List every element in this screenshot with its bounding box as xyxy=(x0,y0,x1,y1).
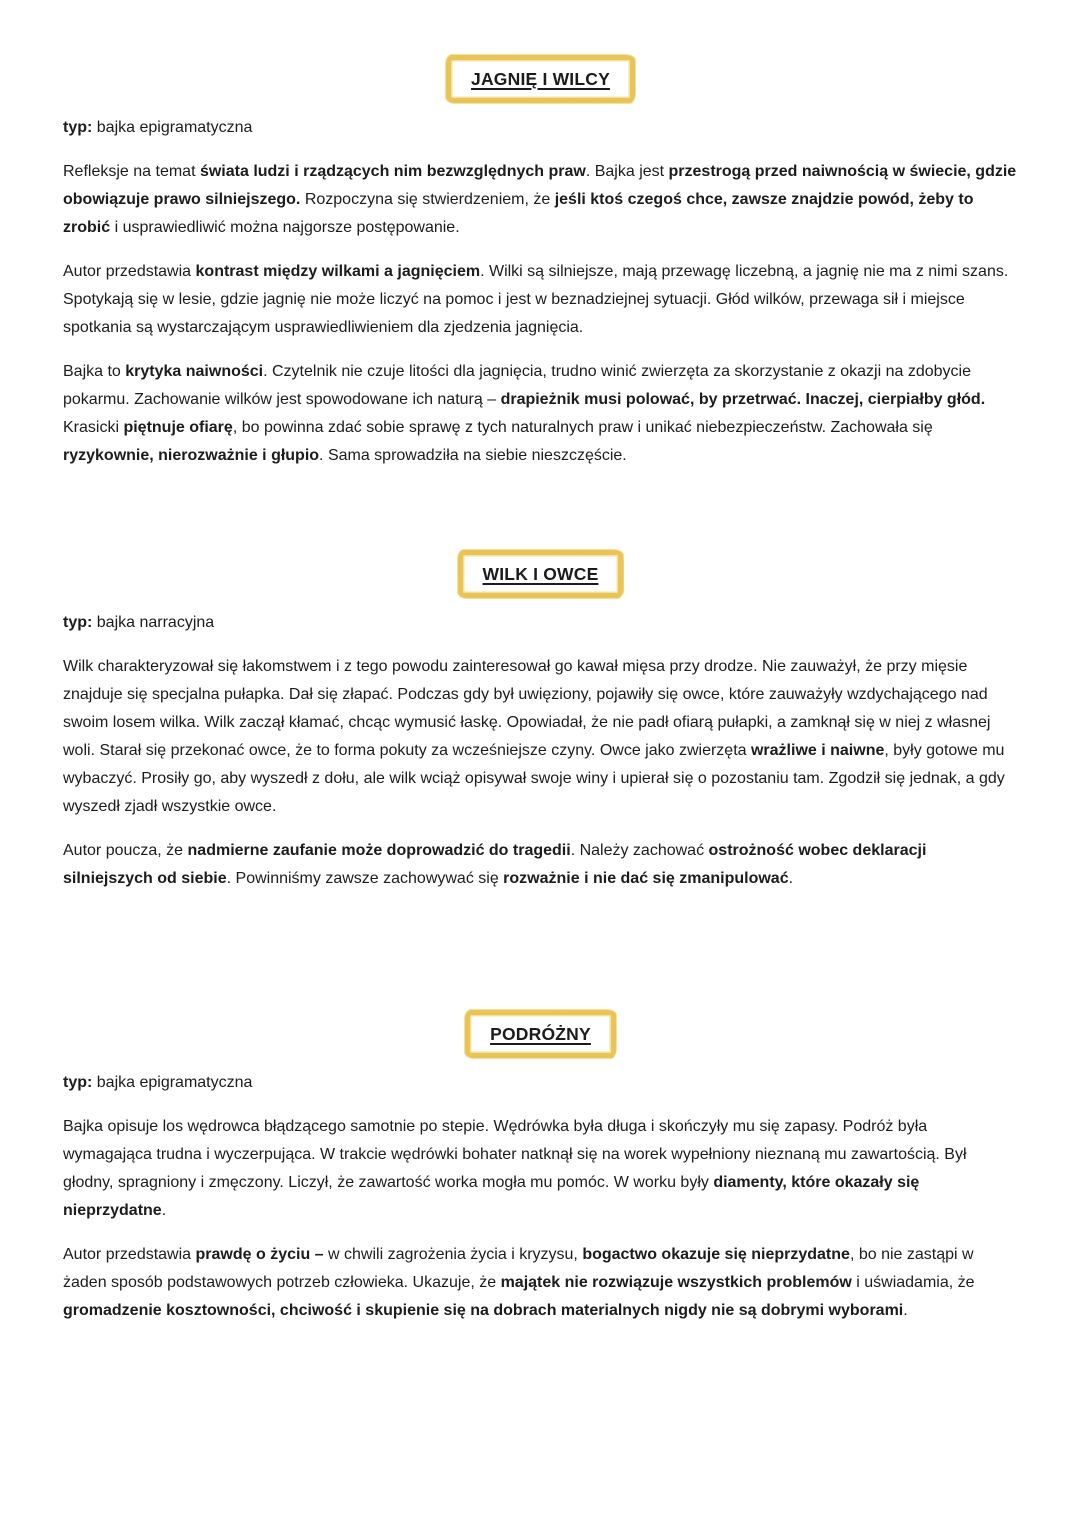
paragraph xyxy=(63,1113,1018,1225)
paragraph xyxy=(63,158,1018,242)
text-run: . Czytelnik nie czuje litości dla jagnięcia, trudno winić zwierzęta za skorzystanie z okazji na zdobycie pokarmu. Zachowanie wilków jest spowodowane ich naturą – xyxy=(63,363,971,408)
type-label: typ: xyxy=(63,119,93,136)
section-title-box xyxy=(465,1010,616,1058)
type-value: bajka epigramatyczna xyxy=(92,119,253,136)
type-line xyxy=(63,114,1018,142)
bold-run: diamenty, które okazały się nieprzydatne xyxy=(63,1174,920,1219)
bold-run: gromadzenie kosztowności, chciwość i skupienie się na dobrach materialnych nigdy nie są dobrymi wyborami xyxy=(63,1302,904,1319)
type-line xyxy=(63,1069,1018,1097)
type-value: bajka narracyjna xyxy=(92,614,215,631)
bold-run: wrażliwe i naiwne xyxy=(750,742,885,759)
bold-run: prawdę o życiu – xyxy=(195,1246,324,1263)
bold-run: jeśli ktoś czegoś chce, zawsze znajdzie powód, żeby to zrobić xyxy=(63,191,974,236)
paragraph xyxy=(63,653,1018,821)
text-run: Bajka opisuje los wędrowca błądzącego samotnie po stepie. Wędrówka była długa i skończyły mu się zapasy. Podróż była wymagająca trudna i wyczerpująca. W trakcie wędrówki bohater natknął się na worek wypełniony nieznaną mu zawartością. Był głodny, spragniony i zmęczony. Liczył, że zawartość worka mogła mu pomóc. W worku były xyxy=(63,1118,967,1191)
text-run: i usprawiedliwić można najgorsze postępowanie. xyxy=(110,219,460,236)
fable-section-jagnie-i-wilcy xyxy=(63,55,1018,470)
bold-run: krytyka naiwności xyxy=(125,363,264,380)
text-run: Autor przedstawia xyxy=(63,263,196,280)
text-run: i uświadamia, że xyxy=(851,1274,975,1291)
bold-run: kontrast między wilkami a jagnięciem xyxy=(195,263,481,280)
text-run: Refleksje na temat xyxy=(63,163,200,180)
type-label: typ: xyxy=(63,614,93,631)
type-line xyxy=(63,609,1018,637)
bold-run: bogactwo okazuje się nieprzydatne xyxy=(582,1246,850,1263)
text-run: Bajka to xyxy=(63,363,126,380)
bold-run: ostrożność wobec deklaracji silniejszych od siebie xyxy=(63,842,927,887)
text-run: . Bajka jest xyxy=(585,163,669,180)
bold-run: piętnuje ofiarę xyxy=(123,419,233,436)
section-title-box xyxy=(446,55,635,103)
section-title: JAGNIĘ I WILCY xyxy=(471,69,610,89)
bold-run: przestrogą przed naiwnością w świecie, gdzie obowiązuje prawo silniejszego. xyxy=(63,163,1017,208)
section-title-row xyxy=(63,55,1018,103)
text-run: Autor poucza, że xyxy=(63,842,188,859)
bold-run: ryzykownie, nierozważnie i głupio xyxy=(63,447,320,464)
bold-run: świata ludzi i rządzących nim bezwzględnych praw xyxy=(199,163,586,180)
bold-run: majątek nie rozwiązuje wszystkich problemów xyxy=(500,1274,852,1291)
section-title: WILK I OWCE xyxy=(482,564,599,584)
text-run: , bo nie zastąpi w żaden sposób podstawowych potrzeb człowieka. Ukazuje, że xyxy=(63,1246,974,1291)
text-run: Krasicki xyxy=(63,419,124,436)
text-run: , były gotowe mu wybaczyć. Prosiły go, aby wyszedł z dołu, ale wilk wciąż opisywał swoje winy i upierał się o pozostaniu tam. Zgodził się jednak, a gdy wyszedł zjadł wszystkie owce. xyxy=(63,742,1005,815)
fable-section-wilk-i-owce xyxy=(63,550,1018,893)
bold-run: nadmierne zaufanie może doprowadzić do tragedii xyxy=(187,842,571,859)
paragraph xyxy=(63,358,1018,470)
type-value: bajka epigramatyczna xyxy=(92,1074,253,1091)
section-title: PODRÓŻNY xyxy=(490,1024,591,1044)
bold-run: rozważnie i nie dać się zmanipulować xyxy=(503,870,789,887)
text-run: . Należy zachować xyxy=(570,842,709,859)
text-run: . Powinniśmy zawsze zachowywać się xyxy=(226,870,504,887)
fable-section-podrozny xyxy=(63,1010,1018,1325)
text-run: Wilk charakteryzował się łakomstwem i z tego powodu zainteresował go kawał mięsa przy drodze. Nie zauważył, że przy mięsie znajduje się specjalna pułapka. Dał się złapać. Podczas gdy był uwięziony, pojawiły się owce, które zauważyły wzdychającego nad swoim losem wilka. Wilk zaczął kłamać, chcąc wymusić łaskę. Opowiadał, że nie padł ofiarą pułapki, a zamknął się w niej z własnej woli. Starał się przekonać owce, że to forma pokuty za wcześniejsze czyny. Owce jako zwierzęta xyxy=(63,658,991,759)
text-run: Rozpoczyna się stwierdzeniem, że xyxy=(300,191,555,208)
type-label: typ: xyxy=(63,1074,93,1091)
paragraph xyxy=(63,258,1018,342)
paragraph xyxy=(63,837,1018,893)
bold-run: drapieżnik musi polować, by przetrwać. Inaczej, cierpiałby głód. xyxy=(500,391,986,408)
text-run: . xyxy=(903,1302,908,1319)
text-run: , bo powinna zdać sobie sprawę z tych naturalnych praw i unikać niebezpieczeństw. Zachowała się xyxy=(232,419,933,436)
section-title-row xyxy=(63,1010,1018,1058)
section-title-row xyxy=(63,550,1018,598)
text-run: w chwili zagrożenia życia i kryzysu, xyxy=(323,1246,583,1263)
text-run: . xyxy=(161,1202,167,1219)
text-run: Autor przedstawia xyxy=(63,1246,196,1263)
text-run: . Wilki są silniejsze, mają przewagę liczebną, a jagnię nie ma z nimi szans. Spotykają się w lesie, gdzie jagnię nie może liczyć na pomoc i jest w beznadziejnej sytuacji. Głód wilków, przewaga sił i miejsce spotkania są wystarczającym usprawiedliwieniem dla zjedzenia jagnięcia. xyxy=(63,263,1009,336)
section-title-box xyxy=(458,550,624,598)
text-run: . xyxy=(788,870,794,887)
paragraph xyxy=(63,1241,1018,1325)
text-run: . Sama sprowadziła na siebie nieszczęście. xyxy=(319,447,627,464)
